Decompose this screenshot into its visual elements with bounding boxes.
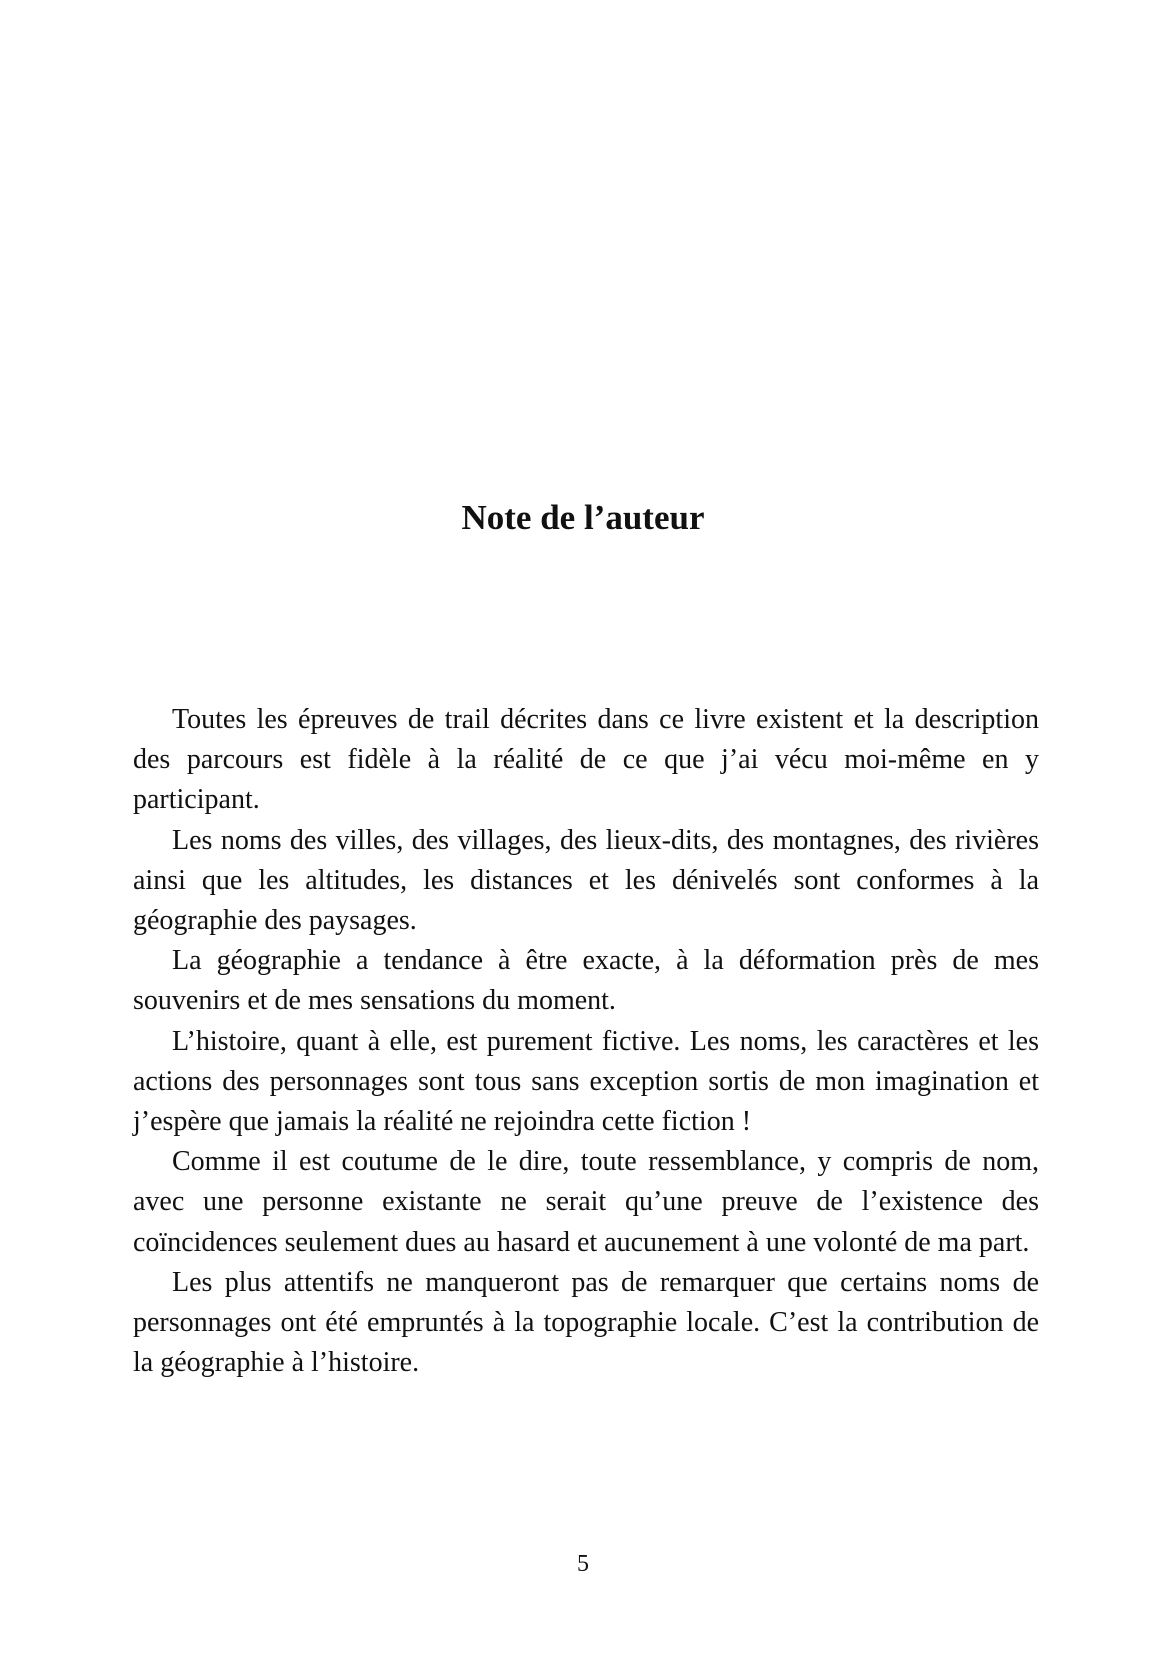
paragraph-5: Comme il est coutume de le dire, toute ressemblance, y compris de nom, avec une personne existante ne serait qu’une preuve de l’existence des coïncidences seulement dues au hasard et aucunement à une volonté de ma part. <box>133 1146 1039 1258</box>
paragraph-6: Les plus attentifs ne manqueront pas de remarquer que certains noms de personnages ont été empruntés à la topographie locale. C’est la contribution de la géographie à l’histoire. <box>133 1266 1039 1379</box>
page-title: Note de l’auteur <box>461 498 705 537</box>
page-number: 5 <box>577 1551 589 1577</box>
paragraph-4: L’histoire, quant à elle, est purement fictive. Les noms, les caractères et les actions des personnages sont tous sans exception sortis de mon imagination et j’espère que jamais la réalité ne rejoindra cette fiction ! <box>133 1025 1039 1138</box>
paragraph-3: La géographie a tendance à être exacte, à la déformation près de mes souvenirs et de mes sensations du moment. <box>133 945 1039 1017</box>
author-note-body <box>133 700 1039 1383</box>
paragraph-1: Toutes les épreuves de trail décrites dans ce livre existent et la description des parcours est fidèle à la réalité de ce que j’ai vécu moi-même en y participant. <box>133 704 1039 816</box>
paragraph-2: Les noms des villes, des villages, des lieux-dits, des montagnes, des rivières ainsi que les altitudes, les distances et les dénivelés sont conformes à la géographie des paysages. <box>133 824 1039 937</box>
